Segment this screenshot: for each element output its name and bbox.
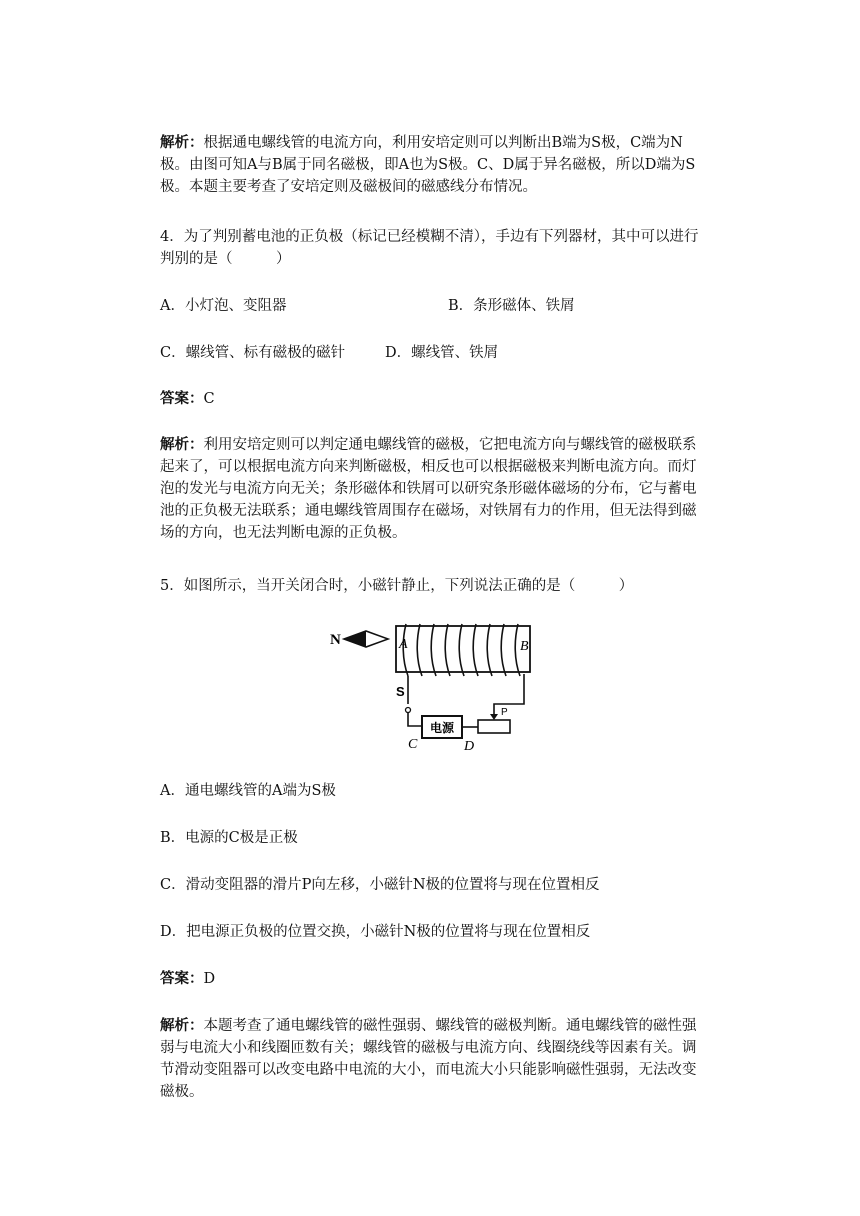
solenoid-circuit-figure [328,620,540,756]
end-b-label: B [520,639,529,654]
q4-option-d: D．螺线管、铁屑 [385,345,499,361]
q4-option-a: A．小灯泡、变阻器 [160,298,287,314]
compass-needle-dark-half [344,631,366,647]
pole-c-label: C [408,737,418,752]
rheostat [478,720,510,733]
q4-stem: 4．为了判别蓄电池的正负极（标记已经模糊不清），手边有下列器材，其中可以进行判别的是（ ） [160,229,699,267]
slider-p-label: P [501,707,508,718]
q4-answer [160,388,215,410]
answer-value: D [203,971,216,987]
q5-answer [160,968,215,990]
analysis-label: 解析： [160,134,204,151]
answer-label: 答案： [160,970,204,987]
analysis-text: 本题考查了通电螺线管的磁性强弱、螺线管的磁极判断。通电螺线管的磁性强弱与电流大小和线圈匝数有关；螺线管的磁极与电流方向、线圈绕线等因素有关。调节滑动变阻器可以改变电路中电流的大小，而电流大小只能影响磁性强弱，无法改变磁极。 [160,1018,697,1100]
q5-option-d: D．把电源正负极的位置交换，小磁针N极的位置将与现在位置相反 [160,924,591,940]
pole-d-label: D [464,739,475,754]
power-source-label: 电源 [429,721,455,735]
q5-stem: 5．如图所示，当开关闭合时，小磁针静止，下列说法正确的是（ ） [160,578,634,594]
answer-value: C [203,391,215,407]
q5-option-c: C．滑动变阻器的滑片P向左移，小磁针N极的位置将与现在位置相反 [160,877,600,893]
q5-analysis [160,1015,700,1103]
q4-option-c: C．螺线管、标有磁极的磁针 [160,345,346,361]
q5-option-a: A．通电螺线管的A端为S极 [160,783,336,799]
solenoid-core [396,626,530,672]
analysis-text: 根据通电螺线管的电流方向，利用安培定则可以判断出B端为S极，C端为N极。由图可知A与B属于同名磁极，即A也为S极。C、D属于异名磁极，所以D端为S极。本题主要考查了安培定则及磁极间的磁感线分布情况。 [160,135,696,195]
q5-option-b: B．电源的C极是正极 [160,830,298,846]
needle-n-label: N [330,632,341,648]
analysis-label: 解析： [160,436,204,453]
answer-label: 答案： [160,390,204,407]
q4-option-b: B．条形磁体、铁屑 [448,298,575,314]
analysis-label: 解析： [160,1017,204,1034]
slider-p-icon [490,714,498,720]
analysis-text: 利用安培定则可以判定通电螺线管的磁极，它把电流方向与螺线管的磁极联系起来了，可以根据电流方向来判断磁极，相反也可以根据磁极来判断电流方向。而灯泡的发光与电流方向无关；条形磁体和铁屑可以研究条形磁体磁场的分布，它与蓄电池的正负极无法联系；通电螺线管周围存在磁场，对铁屑有力的作用，但无法得到磁场的方向，也无法判断电源的正负极。 [160,437,697,541]
q4-analysis [160,434,700,544]
end-a-label: A [399,637,408,652]
solenoid-coil [403,624,520,676]
q3-analysis [160,132,700,198]
switch-s-label: S [396,684,405,699]
